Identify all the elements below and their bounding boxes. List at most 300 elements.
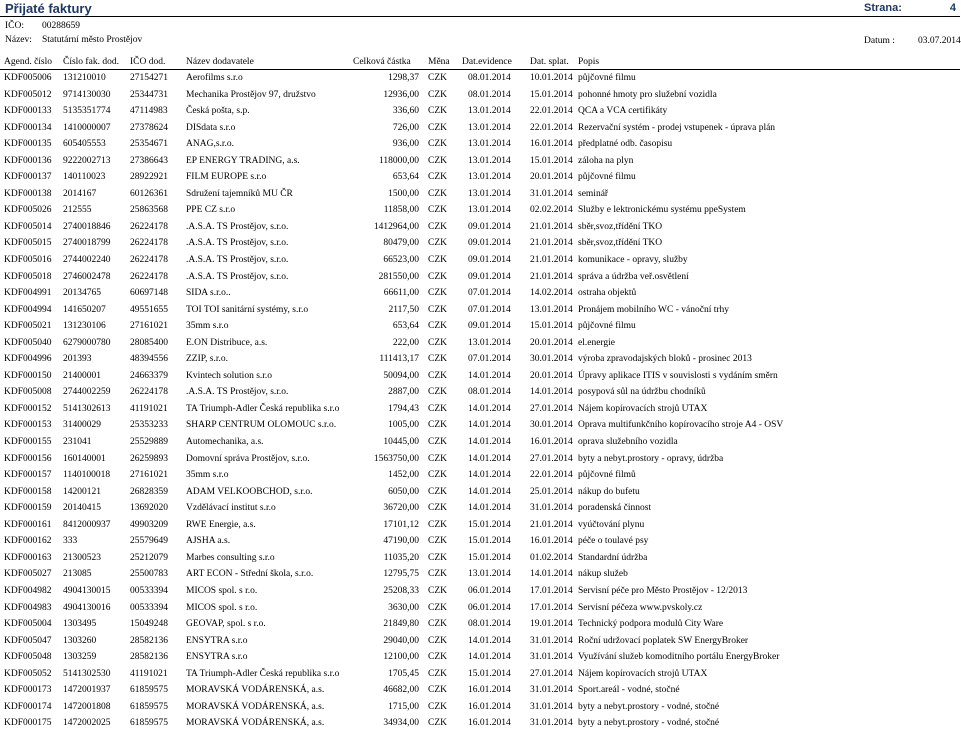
cell-currency: CZK — [428, 437, 447, 448]
cell-supplier-ico: 15049248 — [130, 619, 168, 630]
cell-invoice-number: 1303259 — [63, 652, 97, 663]
cell-supplier-name: Vzdělávací institut s.r.o — [186, 503, 276, 514]
cell-supplier-ico: 60126361 — [130, 188, 168, 199]
cell-agenda-number: KDF005014 — [4, 221, 52, 232]
cell-supplier-name: AJSHA a.s. — [186, 536, 231, 547]
cell-currency: CZK — [428, 602, 447, 613]
cell-supplier-name: ANAG,s.r.o. — [186, 139, 235, 150]
cell-supplier-name: .A.S.A. TS Prostějov, s.r.o. — [186, 255, 289, 266]
cell-invoice-number: 20140415 — [63, 503, 101, 514]
cell-currency: CZK — [428, 255, 447, 266]
col-header-due-date: Dat. splat. — [530, 57, 569, 67]
cell-amount: 1005,00 — [388, 420, 419, 431]
cell-date-recorded: 13.01.2014 — [468, 205, 511, 216]
table-row — [0, 320, 960, 337]
table-row — [0, 618, 960, 635]
cell-supplier-ico: 27378624 — [130, 122, 168, 133]
cell-amount: 1715,00 — [388, 701, 419, 712]
cell-agenda-number: KDF005018 — [4, 271, 52, 282]
table-row — [0, 419, 960, 436]
table-row — [0, 436, 960, 453]
cell-agenda-number: KDF005052 — [4, 668, 52, 679]
cell-due-date: 14.01.2014 — [530, 387, 573, 398]
cell-invoice-number: 4904130015 — [63, 585, 111, 596]
cell-amount: 36720,00 — [383, 503, 419, 514]
cell-supplier-ico: 26224178 — [130, 255, 168, 266]
cell-agenda-number: KDF005008 — [4, 387, 52, 398]
cell-agenda-number: KDF000162 — [4, 536, 52, 547]
cell-date-recorded: 13.01.2014 — [468, 122, 511, 133]
cell-supplier-ico: 25863568 — [130, 205, 168, 216]
table-row — [0, 469, 960, 486]
cell-currency: CZK — [428, 519, 447, 530]
cell-agenda-number: KDF005004 — [4, 619, 52, 630]
cell-due-date: 19.01.2014 — [530, 619, 573, 630]
cell-date-recorded: 08.01.2014 — [468, 73, 511, 83]
cell-supplier-name: TOI TOI sanitární systémy, s.r.o — [186, 304, 309, 315]
cell-supplier-ico: 27154271 — [130, 73, 168, 83]
cell-due-date: 31.01.2014 — [530, 503, 573, 514]
cell-supplier-ico: 13692020 — [130, 503, 168, 514]
cell-due-date: 21.01.2014 — [530, 255, 573, 266]
cell-date-recorded: 16.01.2014 — [468, 718, 511, 729]
cell-amount: 653,64 — [392, 321, 419, 332]
col-header-supplier-ico: IČO dod. — [130, 57, 166, 67]
cell-currency: CZK — [428, 701, 447, 712]
cell-description: Nájem kopírovacích strojů UTAX — [578, 668, 708, 679]
cell-description: ostraha objektů — [578, 288, 637, 299]
cell-amount: 281550,00 — [378, 271, 419, 282]
cell-currency: CZK — [428, 503, 447, 514]
cell-supplier-name: Marbes consulting s.r.o — [186, 552, 275, 563]
table-row — [0, 585, 960, 602]
cell-currency: CZK — [428, 354, 447, 365]
table-row — [0, 204, 960, 221]
cell-amount: 2117,50 — [388, 304, 419, 315]
cell-supplier-ico: 26224178 — [130, 271, 168, 282]
cell-description: záloha na plyn — [578, 155, 634, 166]
cell-description: půjčovné filmu — [578, 73, 636, 83]
cell-currency: CZK — [428, 106, 447, 117]
cell-supplier-name: MORAVSKÁ VODÁRENSKÁ, a.s. — [186, 718, 325, 729]
cell-supplier-name: ADAM VELKOOBCHOD, s.r.o. — [186, 486, 313, 497]
cell-supplier-ico: 47114983 — [130, 106, 168, 117]
cell-date-recorded: 13.01.2014 — [468, 569, 511, 580]
cell-supplier-name: FILM EUROPE s.r.o — [186, 172, 267, 183]
cell-date-recorded: 09.01.2014 — [468, 271, 511, 282]
cell-description: Servisní péče pro Město Prostějov - 12/2013 — [578, 585, 748, 596]
cell-invoice-number: 2014167 — [63, 188, 97, 199]
cell-due-date: 20.01.2014 — [530, 337, 573, 348]
report-date: 03.07.2014 — [918, 36, 961, 46]
cell-agenda-number: KDF005006 — [4, 73, 52, 83]
cell-invoice-number: 140110023 — [63, 172, 106, 183]
cell-amount: 80479,00 — [383, 238, 419, 249]
cell-date-recorded: 07.01.2014 — [468, 354, 511, 365]
cell-currency: CZK — [428, 486, 447, 497]
cell-amount: 1500,00 — [388, 188, 419, 199]
cell-invoice-number: 213085 — [63, 569, 92, 580]
cell-due-date: 21.01.2014 — [530, 221, 573, 232]
cell-supplier-name: MICOS spol. s r.o. — [186, 585, 258, 596]
cell-date-recorded: 14.01.2014 — [468, 437, 511, 448]
cell-due-date: 21.01.2014 — [530, 519, 573, 530]
table-row — [0, 502, 960, 519]
cell-supplier-name: Mechanika Prostějov 97, družstvo — [186, 89, 316, 100]
cell-due-date: 31.01.2014 — [530, 652, 573, 663]
cell-currency: CZK — [428, 337, 447, 348]
cell-due-date: 10.01.2014 — [530, 73, 573, 83]
cell-currency: CZK — [428, 271, 447, 282]
name-label: Název: — [5, 35, 32, 45]
cell-amount: 1298,37 — [388, 73, 419, 83]
cell-due-date: 17.01.2014 — [530, 602, 573, 613]
cell-invoice-number: 21300523 — [63, 552, 101, 563]
table-row — [0, 304, 960, 321]
cell-currency: CZK — [428, 288, 447, 299]
cell-agenda-number: KDF000135 — [4, 139, 52, 150]
date-label: Datum : — [864, 36, 895, 46]
cell-date-recorded: 09.01.2014 — [468, 255, 511, 266]
cell-supplier-name: RWE Energie, a.s. — [186, 519, 256, 530]
cell-description: výroba zpravodajských bloků - prosinec 2013 — [578, 354, 752, 365]
table-row — [0, 568, 960, 585]
cell-agenda-number: KDF000134 — [4, 122, 52, 133]
table-row — [0, 72, 960, 89]
table-row — [0, 717, 960, 734]
cell-currency: CZK — [428, 536, 447, 547]
table-row — [0, 171, 960, 188]
cell-amount: 12795,75 — [383, 569, 419, 580]
cell-date-recorded: 09.01.2014 — [468, 221, 511, 232]
cell-agenda-number: KDF004982 — [4, 585, 52, 596]
cell-invoice-number: 333 — [63, 536, 78, 547]
cell-agenda-number: KDF000173 — [4, 685, 52, 696]
cell-currency: CZK — [428, 304, 447, 315]
cell-supplier-ico: 28582136 — [130, 652, 168, 663]
cell-supplier-name: DISdata s.r.o — [186, 122, 236, 133]
cell-supplier-name: GEOVAP, spol. s r.o. — [186, 619, 266, 630]
cell-supplier-ico: 27386643 — [130, 155, 168, 166]
cell-due-date: 21.01.2014 — [530, 238, 573, 249]
cell-supplier-name: 35mm s.r.o — [186, 321, 229, 332]
cell-currency: CZK — [428, 685, 447, 696]
cell-currency: CZK — [428, 89, 447, 100]
cell-amount: 3630,00 — [388, 602, 419, 613]
cell-amount: 936,00 — [392, 139, 419, 150]
cell-amount: 222,00 — [392, 337, 419, 348]
cell-description: Úpravy aplikace ITIS v souvislosti s vydáním směrn — [578, 370, 778, 381]
table-row — [0, 684, 960, 701]
cell-due-date: 30.01.2014 — [530, 354, 573, 365]
cell-invoice-number: 2740018799 — [63, 238, 111, 249]
table-row — [0, 155, 960, 172]
cell-date-recorded: 16.01.2014 — [468, 685, 511, 696]
cell-currency: CZK — [428, 668, 447, 679]
cell-agenda-number: KDF000157 — [4, 470, 52, 481]
cell-description: sběr,svoz,třídění TKO — [578, 221, 663, 232]
cell-due-date: 13.01.2014 — [530, 304, 573, 315]
cell-invoice-number: 1140100018 — [63, 470, 111, 481]
cell-agenda-number: KDF005026 — [4, 205, 52, 216]
cell-description: péče o toulavé psy — [578, 536, 649, 547]
cell-invoice-number: 31400029 — [63, 420, 101, 431]
cell-agenda-number: KDF005048 — [4, 652, 52, 663]
cell-agenda-number: KDF000133 — [4, 106, 52, 117]
cell-description: byty a nebyt.prostory - vodné, stočné — [578, 701, 720, 712]
cell-currency: CZK — [428, 321, 447, 332]
cell-due-date: 30.01.2014 — [530, 420, 573, 431]
table-row — [0, 651, 960, 668]
cell-description: půjčovné filmu — [578, 321, 636, 332]
cell-currency: CZK — [428, 420, 447, 431]
cell-due-date: 31.01.2014 — [530, 188, 573, 199]
cell-supplier-ico: 25344731 — [130, 89, 168, 100]
cell-invoice-number: 9222002713 — [63, 155, 111, 166]
cell-amount: 34934,00 — [383, 718, 419, 729]
page-label: Strana: — [864, 2, 902, 14]
cell-invoice-number: 231041 — [63, 437, 92, 448]
cell-amount: 1452,00 — [388, 470, 419, 481]
cell-supplier-name: SIDA s.r.o.. — [186, 288, 231, 299]
cell-agenda-number: KDF005047 — [4, 635, 52, 646]
cell-invoice-number: 2744002259 — [63, 387, 111, 398]
cell-supplier-ico: 27161021 — [130, 470, 168, 481]
cell-due-date: 27.01.2014 — [530, 453, 573, 464]
cell-description: půjčovné filmu — [578, 172, 636, 183]
cell-supplier-name: .A.S.A. TS Prostějov, s.r.o. — [186, 271, 289, 282]
cell-date-recorded: 13.01.2014 — [468, 188, 511, 199]
cell-supplier-ico: 49903209 — [130, 519, 168, 530]
cell-supplier-ico: 25500783 — [130, 569, 168, 580]
ico-label: IČO: — [5, 21, 24, 31]
table-row — [0, 635, 960, 652]
cell-date-recorded: 07.01.2014 — [468, 304, 511, 315]
cell-amount: 25208,33 — [383, 585, 419, 596]
cell-description: předplatné odb. časopisu — [578, 139, 673, 150]
cell-supplier-ico: 48394556 — [130, 354, 168, 365]
cell-date-recorded: 14.01.2014 — [468, 635, 511, 646]
cell-currency: CZK — [428, 221, 447, 232]
cell-currency: CZK — [428, 238, 447, 249]
cell-agenda-number: KDF004994 — [4, 304, 52, 315]
col-header-currency: Měna — [428, 57, 450, 67]
cell-invoice-number: 1472002025 — [63, 718, 111, 729]
cell-due-date: 20.01.2014 — [530, 370, 573, 381]
cell-description: Technický podpora modulů City Ware — [578, 619, 724, 630]
cell-description: komunikace - opravy, služby — [578, 255, 688, 266]
cell-due-date: 14.02.2014 — [530, 288, 573, 299]
cell-due-date: 22.01.2014 — [530, 470, 573, 481]
cell-agenda-number: KDF000153 — [4, 420, 52, 431]
cell-date-recorded: 14.01.2014 — [468, 652, 511, 663]
cell-description: byty a nebyt.prostory - vodné, stočné — [578, 718, 720, 729]
cell-due-date: 16.01.2014 — [530, 139, 573, 150]
cell-currency: CZK — [428, 652, 447, 663]
table-row — [0, 105, 960, 122]
cell-invoice-number: 21400001 — [63, 370, 101, 381]
cell-due-date: 15.01.2014 — [530, 89, 573, 100]
cell-amount: 50094,00 — [383, 370, 419, 381]
cell-amount: 1705,45 — [388, 668, 419, 679]
cell-currency: CZK — [428, 139, 447, 150]
cell-supplier-name: ART ECON - Střední škola, s.r.o. — [186, 569, 314, 580]
cell-supplier-ico: 25579649 — [130, 536, 168, 547]
cell-invoice-number: 141650207 — [63, 304, 106, 315]
col-header-description: Popis — [578, 57, 600, 67]
cell-agenda-number: KDF000137 — [4, 172, 52, 183]
cell-supplier-name: ENSYTRA s.r.o — [186, 635, 248, 646]
cell-date-recorded: 13.01.2014 — [468, 155, 511, 166]
cell-supplier-ico: 41191021 — [130, 403, 168, 414]
cell-due-date: 27.01.2014 — [530, 668, 573, 679]
cell-supplier-ico: 61859575 — [130, 701, 168, 712]
cell-invoice-number: 201393 — [63, 354, 92, 365]
cell-agenda-number: KDF000155 — [4, 437, 52, 448]
cell-due-date: 16.01.2014 — [530, 536, 573, 547]
cell-supplier-ico: 61859575 — [130, 685, 168, 696]
cell-agenda-number: KDF000159 — [4, 503, 52, 514]
cell-description: QCA a VCA certifikáty — [578, 106, 668, 117]
cell-invoice-number: 1472001808 — [63, 701, 111, 712]
cell-amount: 653,64 — [392, 172, 419, 183]
cell-supplier-name: Česká pošta, s.p. — [186, 106, 250, 117]
cell-currency: CZK — [428, 188, 447, 199]
col-header-supplier-name: Název dodavatele — [186, 57, 254, 67]
cell-invoice-number: 20134765 — [63, 288, 101, 299]
cell-due-date: 31.01.2014 — [530, 701, 573, 712]
cell-supplier-name: ENSYTRA s.r.o — [186, 652, 248, 663]
cell-currency: CZK — [428, 403, 447, 414]
cell-due-date: 16.01.2014 — [530, 437, 573, 448]
cell-invoice-number: 605405553 — [63, 139, 106, 150]
cell-description: Sport.areál - vodné, stočné — [578, 685, 680, 696]
cell-amount: 1794,43 — [388, 403, 419, 414]
cell-supplier-ico: 00533394 — [130, 585, 168, 596]
cell-description: Oprava multifunkčního kopírovacího stroje A4 - OSV — [578, 420, 784, 431]
cell-invoice-number: 2746002478 — [63, 271, 111, 282]
cell-invoice-number: 2744002240 — [63, 255, 111, 266]
cell-description: oprava služebního vozidla — [578, 437, 678, 448]
cell-supplier-name: Automechanika, a.s. — [186, 437, 264, 448]
cell-currency: CZK — [428, 122, 447, 133]
cell-supplier-name: .A.S.A. TS Prostějov, s.r.o. — [186, 221, 289, 232]
table-row — [0, 353, 960, 370]
cell-invoice-number: 5141302613 — [63, 403, 111, 414]
table-row — [0, 188, 960, 205]
cell-amount: 6050,00 — [388, 486, 419, 497]
cell-amount: 66611,00 — [383, 288, 419, 299]
cell-currency: CZK — [428, 73, 447, 83]
cell-currency: CZK — [428, 569, 447, 580]
cell-agenda-number: KDF005016 — [4, 255, 52, 266]
cell-amount: 111413,17 — [379, 354, 419, 365]
cell-due-date: 31.01.2014 — [530, 685, 573, 696]
cell-supplier-ico: 61859575 — [130, 718, 168, 729]
cell-invoice-number: 131210010 — [63, 73, 106, 83]
cell-description: posypová sůl na údržbu chodníků — [578, 387, 706, 398]
col-header-amount: Celková částka — [353, 57, 411, 67]
col-header-invoice-no: Číslo fak. dod. — [63, 57, 119, 67]
cell-invoice-number: 8412000937 — [63, 519, 111, 530]
cell-date-recorded: 09.01.2014 — [468, 238, 511, 249]
cell-supplier-ico: 26224178 — [130, 387, 168, 398]
cell-agenda-number: KDF004991 — [4, 288, 52, 299]
cell-supplier-ico: 00533394 — [130, 602, 168, 613]
table-row — [0, 519, 960, 536]
cell-currency: CZK — [428, 718, 447, 729]
cell-description: pohonné hmoty pro služební vozidla — [578, 89, 717, 100]
cell-invoice-number: 160140001 — [63, 453, 106, 464]
organization-name: Statutární město Prostějov — [42, 35, 143, 45]
table-row — [0, 403, 960, 420]
cell-agenda-number: KDF000161 — [4, 519, 52, 530]
cell-invoice-number: 6279000780 — [63, 337, 111, 348]
table-header-divider — [0, 69, 960, 70]
cell-due-date: 22.01.2014 — [530, 106, 573, 117]
cell-agenda-number: KDF000152 — [4, 403, 52, 414]
col-header-date-recorded: Dat.evidence — [462, 57, 512, 67]
cell-supplier-name: TA Triumph-Adler Česká republika s.r.o — [186, 668, 340, 679]
cell-supplier-name: Aerofilms s.r.o — [186, 73, 243, 83]
cell-agenda-number: KDF000174 — [4, 701, 52, 712]
cell-description: vyúčtování plynu — [578, 519, 645, 530]
cell-description: Roční udržovací poplatek SW EnergyBroker — [578, 635, 749, 646]
cell-due-date: 22.01.2014 — [530, 122, 573, 133]
cell-due-date: 31.01.2014 — [530, 718, 573, 729]
cell-supplier-ico: 28582136 — [130, 635, 168, 646]
cell-due-date: 15.01.2014 — [530, 321, 573, 332]
cell-amount: 66523,00 — [383, 255, 419, 266]
cell-due-date: 17.01.2014 — [530, 585, 573, 596]
cell-description: správa a údržba veř.osvětlení — [578, 271, 689, 282]
cell-supplier-name: ZZIP, s.r.o. — [186, 354, 228, 365]
cell-due-date: 27.01.2014 — [530, 403, 573, 414]
cell-currency: CZK — [428, 205, 447, 216]
cell-supplier-ico: 28085400 — [130, 337, 168, 348]
table-row — [0, 370, 960, 387]
table-row — [0, 337, 960, 354]
cell-description: seminář — [578, 188, 609, 199]
cell-agenda-number: KDF005015 — [4, 238, 52, 249]
cell-supplier-ico: 41191021 — [130, 668, 168, 679]
cell-description: poradenská činnost — [578, 503, 652, 514]
cell-date-recorded: 06.01.2014 — [468, 602, 511, 613]
cell-invoice-number: 9714130030 — [63, 89, 111, 100]
cell-description: Pronájem mobilního WC - vánoční trhy — [578, 304, 730, 315]
cell-date-recorded: 13.01.2014 — [468, 172, 511, 183]
cell-description: Standardní údržba — [578, 552, 648, 563]
cell-amount: 17101,12 — [383, 519, 419, 530]
cell-supplier-ico: 26259893 — [130, 453, 168, 464]
cell-due-date: 25.01.2014 — [530, 486, 573, 497]
cell-date-recorded: 13.01.2014 — [468, 337, 511, 348]
cell-supplier-ico: 25354671 — [130, 139, 168, 150]
cell-amount: 1412964,00 — [373, 221, 419, 232]
cell-invoice-number: 131230106 — [63, 321, 106, 332]
cell-description: nákup do bufetu — [578, 486, 640, 497]
cell-supplier-ico: 24663379 — [130, 370, 168, 381]
cell-supplier-name: Domovní správa Prostějov, s.r.o. — [186, 453, 310, 464]
cell-supplier-name: MICOS spol. s r.o. — [186, 602, 258, 613]
report-title: Přijaté faktury — [5, 1, 92, 16]
cell-agenda-number: KDF000163 — [4, 552, 52, 563]
cell-supplier-ico: 27161021 — [130, 321, 168, 332]
cell-date-recorded: 14.01.2014 — [468, 403, 511, 414]
cell-date-recorded: 14.01.2014 — [468, 470, 511, 481]
cell-amount: 118000,00 — [378, 155, 419, 166]
cell-invoice-number: 5135351774 — [63, 106, 111, 117]
